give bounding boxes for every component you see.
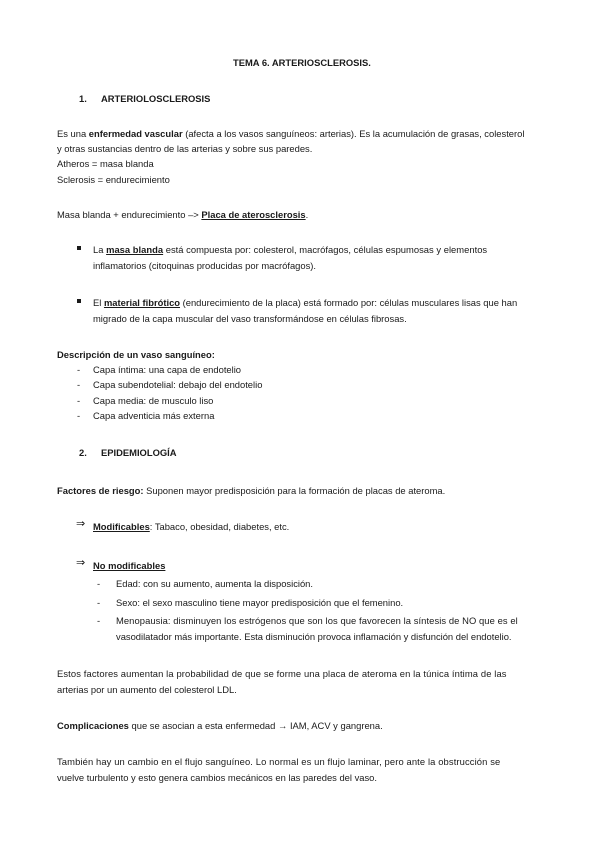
- vessel-layer-item: Capa adventicia más externa: [93, 410, 215, 421]
- modifiable-line: [93, 520, 289, 533]
- nonmod-item: Edad: con su aumento, aumenta la disposición.: [116, 578, 313, 589]
- dash-bullet: -: [97, 597, 101, 608]
- modifiable-text: : Tabaco, obesidad, diabetes, etc.: [149, 521, 290, 532]
- complications-text: que se asocian a esta enfermedad → IAM, ACV y gangrena.: [128, 720, 383, 731]
- factors-line-1: Estos factores aumentan la probabilidad de que se forme una placa de ateroma en la túnica íntima de las: [57, 668, 507, 679]
- bullet-2-term: material fibrótico: [103, 297, 181, 308]
- bullet-2-line-2: migrado de la capa muscular del vaso transformándose en células fibrosas.: [93, 313, 407, 324]
- formula-highlight: Placa de aterosclerosis: [201, 209, 306, 220]
- complications-line: [57, 719, 383, 732]
- intro-line-2: y otras sustancias dentro de las arterias y sobre sus paredes.: [57, 143, 313, 154]
- intro-bold-term: enfermedad vascular: [88, 128, 183, 139]
- section-1-number: 1.: [79, 93, 87, 104]
- vessel-layer-item: Capa media: de musculo liso: [93, 395, 214, 406]
- intro-line-1: [57, 127, 524, 140]
- dash-bullet: -: [77, 410, 81, 421]
- flow-line-1: También hay un cambio en el flujo sanguíneo. Lo normal es un flujo laminar, pero ante la obstrucción se: [57, 756, 501, 767]
- intro-text-pre: Es una: [57, 128, 89, 139]
- bullet-1-term: masa blanda: [106, 244, 164, 255]
- page-title: TEMA 6. ARTERIOSCLEROSIS.: [233, 57, 371, 68]
- modifiable-label: Modificables: [93, 521, 150, 532]
- dash-bullet: -: [77, 395, 81, 406]
- section-1-heading: ARTERIOLOSCLEROSIS: [101, 93, 211, 104]
- complications-label: Complicaciones: [57, 720, 129, 731]
- intro-text-post: (afecta a los vasos sanguíneos: arterias). Es la acumulación de grasas, colesterol: [182, 128, 525, 139]
- risk-factors-label: Factores de riesgo:: [57, 485, 144, 496]
- dash-bullet: -: [97, 615, 101, 626]
- square-bullet-icon: [77, 299, 81, 303]
- section-2-number: 2.: [79, 447, 87, 458]
- vessel-layer-item: Capa íntima: una capa de endotelio: [93, 364, 242, 375]
- formula-text: Masa blanda + endurecimiento –>: [57, 209, 202, 220]
- formula-line: [57, 208, 308, 221]
- bullet-1-line-1: [93, 243, 487, 256]
- dash-bullet: -: [77, 364, 81, 375]
- bullet-2-pre: El: [93, 297, 104, 308]
- factors-line-2: arterias por un aumento del colesterol LDL.: [57, 684, 237, 695]
- nonmod-item: Sexo: el sexo masculino tiene mayor predisposición que el femenino.: [116, 597, 404, 608]
- formula-period: .: [305, 209, 309, 220]
- bullet-1-line-2: inflamatorios (citoquinas producidas por macrófagos).: [93, 260, 317, 271]
- risk-factors-line: [57, 484, 445, 497]
- bullet-1-pre: La: [93, 244, 107, 255]
- sclerosis-definition: Sclerosis = endurecimiento: [57, 174, 170, 185]
- menopause-line-1: Menopausia: disminuyen los estrógenos que son los que favorecen la síntesis de NO que es el: [116, 615, 518, 626]
- section-2-heading: EPIDEMIOLOGÍA: [101, 447, 177, 458]
- flow-line-2: vuelve turbulento y esto genera cambios mecánicos en las paredes del vaso.: [57, 772, 377, 783]
- dash-bullet: -: [97, 578, 101, 589]
- menopause-line-2: vasodilatador más importante. Esta disminución provoca inflamación y disfunción del endotelio.: [116, 631, 512, 642]
- dash-bullet: -: [77, 379, 81, 390]
- atheros-definition: Atheros = masa blanda: [57, 158, 154, 169]
- nonmodifiable-label: No modificables: [93, 560, 166, 571]
- risk-factors-text: Suponen mayor predisposición para la formación de placas de ateroma.: [143, 485, 446, 496]
- double-arrow-icon: ⇒: [76, 557, 86, 569]
- bullet-2-line-1: [93, 296, 517, 309]
- square-bullet-icon: [77, 246, 81, 250]
- vessel-heading: Descripción de un vaso sanguíneo:: [57, 349, 215, 360]
- vessel-layer-item: Capa subendotelial: debajo del endotelio: [93, 379, 263, 390]
- bullet-1-post: está compuesta por: colesterol, macrófagos, células espumosas y elementos: [163, 244, 488, 255]
- bullet-2-post: (endurecimiento de la placa) está formado por: células musculares lisas que han: [180, 297, 518, 308]
- double-arrow-icon: ⇒: [76, 518, 86, 530]
